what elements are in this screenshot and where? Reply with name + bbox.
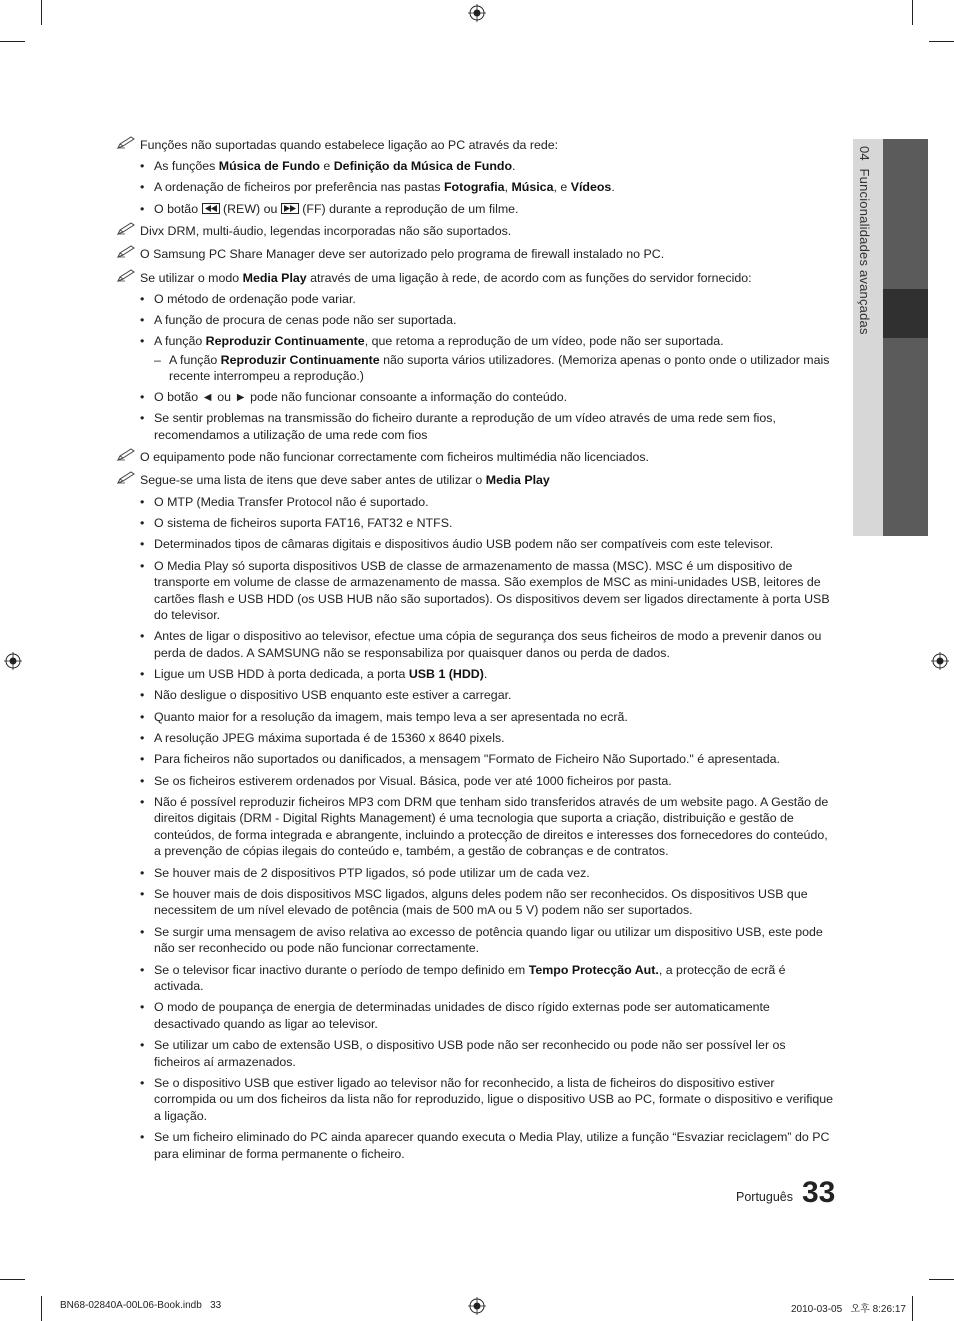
list-item: • Para ficheiros não suportados ou danificados, a mensagem "Formato de Ficheiro Não Suportado." é apresentada.: [140, 752, 780, 767]
list-item: • Determinados tipos de câmaras digitais e dispositivos áudio USB podem não ser compatíveis com este televisor.: [140, 537, 774, 552]
registration-mark-icon: [4, 652, 22, 670]
main-content: [117, 137, 835, 1168]
rewind-icon: [202, 203, 220, 214]
list-item: • Quanto maior for a resolução da imagem, mais tempo leva a ser apresentada no ecrã.: [140, 709, 628, 724]
note-pencil-icon: [117, 245, 137, 259]
bullet-list: [117, 158, 835, 217]
note-pencil-icon: [117, 222, 137, 236]
list-item: • O botão ◄ ou ► pode não funcionar consoante a informação do conteúdo.: [140, 389, 568, 404]
page-number: 33: [802, 1176, 836, 1209]
note-pencil-icon: [117, 448, 137, 462]
crop-mark: [929, 1279, 954, 1280]
list-item: • Se o televisor ficar inactivo durante o período de tempo definido em Tempo Protecção Aut., a protecção de ecrã é activada.: [140, 962, 786, 994]
list-item: • O sistema de ficheiros suporta FAT16, FAT32 e NTFS.: [140, 515, 453, 530]
crop-mark: [0, 41, 25, 42]
note-item: Segue-se uma lista de itens que deve saber antes de utilizar o Media Play: [117, 472, 835, 489]
crop-mark: [41, 0, 42, 25]
sub-list-item: – A função Reproduzir Continuamente não suporta vários utilizadores. (Memoriza apenas o ponto onde o utilizador mais recente interrompeu a reprodução.): [154, 352, 830, 384]
crop-mark: [41, 1296, 42, 1321]
registration-mark-icon: [468, 1297, 486, 1315]
crop-mark: [912, 0, 913, 25]
list-item: • A função de procura de cenas pode não ser suportada.: [140, 313, 457, 328]
list-item: • O modo de poupança de energia de determinadas unidades de disco rígido externas pode ser automaticamente desactivado quando as ligar ao televisor.: [140, 1000, 770, 1031]
note-item: Funções não suportadas quando estabelece ligação ao PC através da rede:: [117, 137, 835, 154]
footer-language: Português: [736, 1190, 793, 1204]
list-item: • O Media Play só suporta dispositivos USB de classe de armazenamento de massa (MSC). MSC é um dispositivo de transporte em volume de classe de armazenamento de massa. São exemplos de MSC as mini-unidades USB, leitores de cartões flash e USB HDD (os USB HUB não são suportados). Os dispositivos devem ser ligados directamente à porta USB do televisor.: [140, 558, 830, 622]
list-item: • Se utilizar um cabo de extensão USB, o dispositivo USB pode não ser reconhecido ou pode não ser possível ler os ficheiros aí armazenados.: [140, 1038, 786, 1069]
chapter-title: Funcionalidades avançadas: [857, 168, 872, 335]
list-item: • As funções Música de Fundo e Definição da Música de Fundo.: [140, 159, 516, 174]
list-item: • Não é possível reproduzir ficheiros MP3 com DRM que tenham sido transferidos através de um website pago. A Gestão de direitos digitais (DRM - Digital Rights Management) é uma tecnologia que suporta a criação, distribuição e gestão de conteúdos, de forma integrada e abrangente, incluindo a protecção de direitos e interesses dos fornecedores do conteúdo, a prevenção de cópias ilegais do conteúdo e, também, a gestão de cobranças e de contratos.: [140, 794, 829, 859]
list-item: • Se houver mais de dois dispositivos MSC ligados, alguns deles podem não ser reconhecidos. Os dispositivos USB que necessitem de um nível elevado de potência (mais de 500 mA ou 5 V) podem não ser suportados.: [140, 886, 808, 918]
note-item: Se utilizar o modo Media Play através de uma ligação à rede, de acordo com as funções do servidor fornecido:: [117, 270, 835, 287]
bullet-list: [117, 494, 835, 1163]
crop-mark: [0, 1279, 25, 1280]
list-item: • A ordenação de ficheiros por preferência nas pastas Fotografia, Música, e Vídeos.: [140, 180, 615, 195]
note-item: O Samsung PC Share Manager deve ser autorizado pelo programa de firewall instalado no PC.: [117, 246, 835, 263]
list-item: • Ligue um USB HDD à porta dedicada, a porta USB 1 (HDD).: [140, 667, 488, 682]
list-item: • A resolução JPEG máxima suportada é de 15360 x 8640 pixels.: [140, 730, 505, 745]
crop-mark: [929, 41, 954, 42]
list-item: • O MTP (Media Transfer Protocol não é suportado.: [140, 494, 429, 509]
slug-datetime: 2010-03-05 오후 8:26:17: [791, 1304, 906, 1315]
registration-mark-icon: [468, 4, 486, 22]
note-pencil-icon: [117, 269, 137, 283]
chapter-tab-marker: [883, 289, 928, 338]
slug-file: BN68-02840A-00L06-Book.indb 33: [60, 1300, 222, 1311]
list-item: • Antes de ligar o dispositivo ao televisor, efectue uma cópia de segurança dos seus ficheiros de modo a prevenir danos ou perda de dados. A SAMSUNG não se responsabiliza por quaisquer danos ou perda de dados.: [140, 629, 822, 660]
note-item: O equipamento pode não funcionar correctamente com ficheiros multimédia não licenciados.: [117, 449, 835, 466]
note-item: Divx DRM, multi-áudio, legendas incorporadas não são suportados.: [117, 223, 835, 240]
list-item: • Se sentir problemas na transmissão do ficheiro durante a reprodução de um vídeo através de uma rede sem fios, recomendamos a utilização de uma rede com fios: [140, 411, 776, 442]
registration-mark-icon: [931, 652, 949, 670]
list-item: • O método de ordenação pode variar.: [140, 291, 356, 306]
list-item: • Não desligue o dispositivo USB enquanto este estiver a carregar.: [140, 688, 512, 703]
chapter-tab-label: [857, 146, 872, 335]
list-item: • Se um ficheiro eliminado do PC ainda aparecer quando executa o Media Play, utilize a função “Esvaziar reciclagem” do PC para eliminar de forma permanente o ficheiro.: [140, 1130, 830, 1161]
fast-forward-icon: [281, 203, 299, 214]
list-item: • Se houver mais de 2 dispositivos PTP ligados, só pode utilizar um de cada vez.: [140, 865, 590, 880]
bullet-list: [117, 291, 835, 443]
list-item: • O botão (REW) ou (FF) durante a reprodução de um filme.: [140, 201, 519, 216]
list-item: • Se os ficheiros estiverem ordenados por Visual. Básica, pode ver até 1000 ficheiros por pasta.: [140, 773, 672, 788]
list-item: • Se o dispositivo USB que estiver ligado ao televisor não for reconhecido, a lista de ficheiros do dispositivo estiver corrompida ou um dos ficheiros da lista não for reproduzido, ligue o dispositivo USB ao PC, formate o dispositivo e verifique a ligação.: [140, 1075, 834, 1123]
note-pencil-icon: [117, 136, 137, 150]
crop-mark: [912, 1296, 913, 1321]
list-item: • A função Reproduzir Continuamente, que retoma a reprodução de um vídeo, pode não ser suportada.: [140, 334, 724, 349]
list-item: • Se surgir uma mensagem de aviso relativa ao excesso de potência quando ligar ou utilizar um dispositivo USB, este pode não ser reconhecido ou pode não funcionar correctamente.: [140, 924, 823, 956]
chapter-number: 04: [857, 146, 872, 161]
note-pencil-icon: [117, 471, 137, 485]
